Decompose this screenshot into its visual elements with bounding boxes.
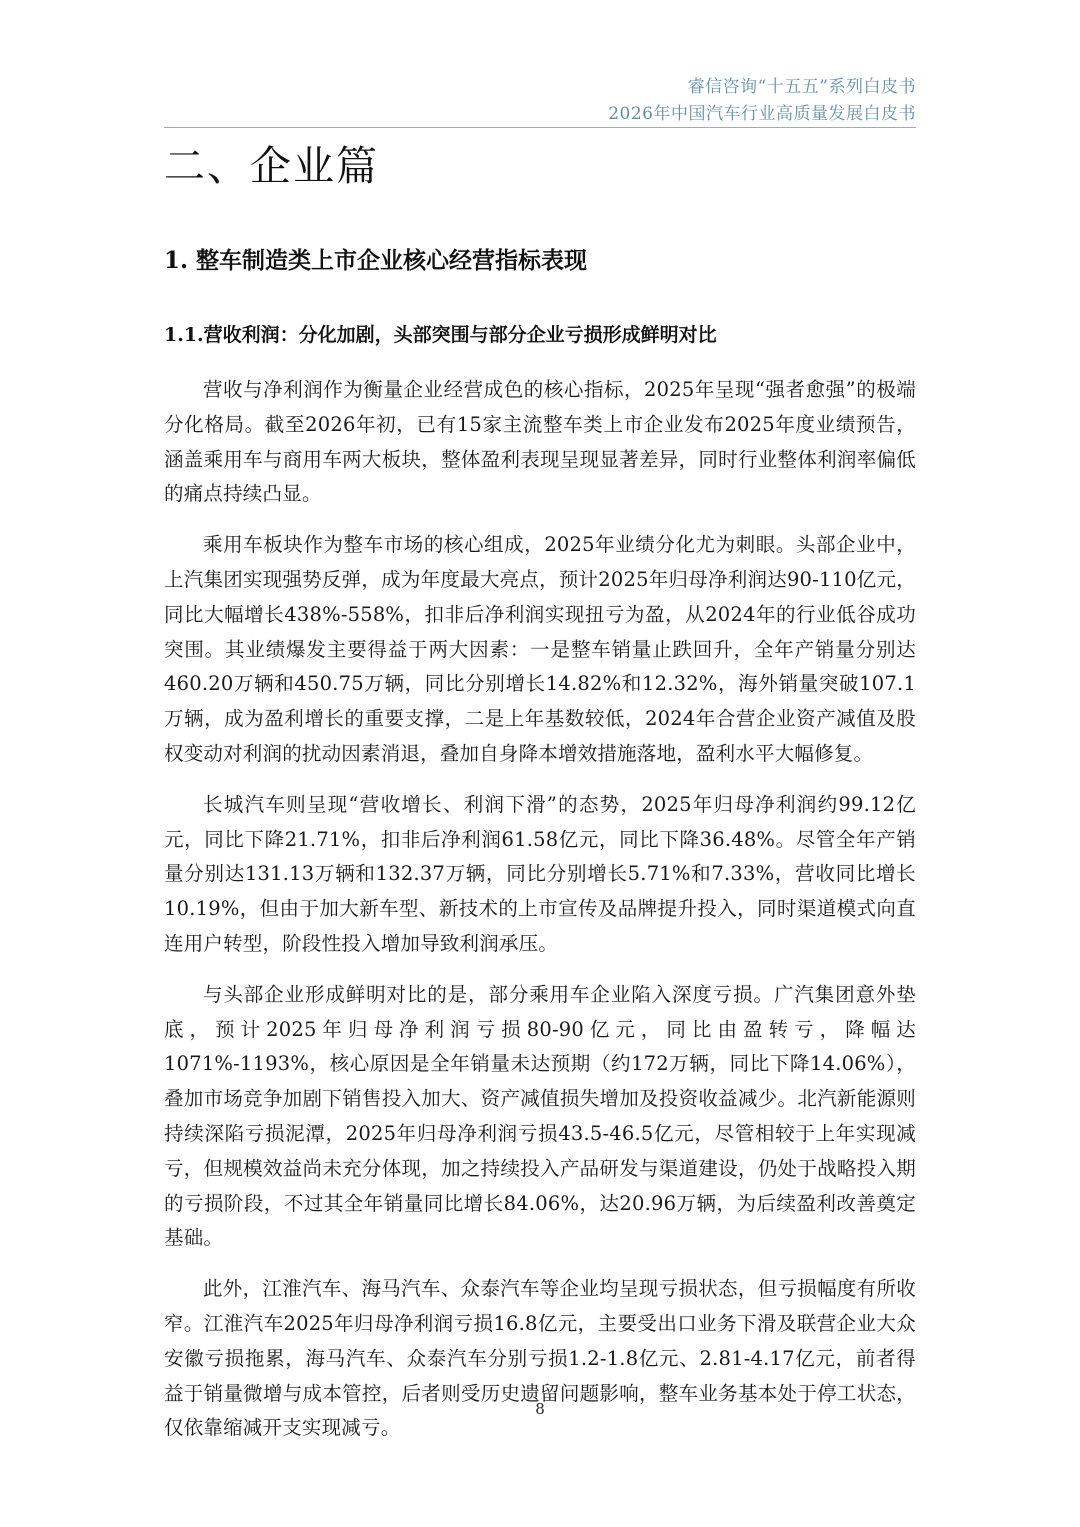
- running-header: [608, 74, 916, 128]
- paragraph-passenger-leaders: 乘用车板块作为整车市场的核心组成，2025年业绩分化尤为刺眼。头部企业中，上汽集团实现强势反弹，成为年度最大亮点，预计2025年归母净利润达90-110亿元，同比大幅增长438%-558%，扣非后净利润实现扭亏为盈，从2024年的行业低谷成功突围。其业绩爆发主要得益于两大因素：一是整车销量止跌回升，全年产销量分别达460.20万辆和450.75万辆，同比分别增长14.82%和12.32%，海外销量突破107.1万辆，成为盈利增长的重要支撑，二是上年基数较低，2024年合营企业资产减值及股权变动对利润的扰动因素消退，叠加自身降本增效措施落地，盈利水平大幅修复。: [164, 533, 916, 765]
- chapter-title: 二、企业篇: [164, 142, 379, 190]
- page-number: 8: [535, 1400, 545, 1418]
- paragraph-great-wall: 长城汽车则呈现“营收增长、利润下滑”的态势，2025年归母净利润约99.12亿元，同比下降21.71%，扣非后净利润61.58亿元，同比下降36.48%。尽管全年产销量分别达131.13万辆和132.37万辆，同比分别增长5.71%和7.33%，营收同比增长10.19%，但由于加大新车型、新技术的上市宣传及品牌提升投入，同时渠道模式向直连用户转型，阶段性投入增加导致利润承压。: [164, 792, 916, 955]
- subsection-title: 1.1.营收利润：分化加剧，头部突围与部分企业亏损形成鲜明对比: [164, 324, 717, 346]
- paragraph-intro: 营收与净利润作为衡量企业经营成色的核心指标，2025年呈现“强者愈强”的极端分化格局。截至2026年初，已有15家主流整车类上市企业发布2025年度业绩预告，涵盖乘用车与商用车两大板块，整体盈利表现呈现显著差异，同时行业整体利润率偏低的痛点持续凸显。: [164, 378, 916, 506]
- section-title: 1. 整车制造类上市企业核心经营指标表现: [164, 247, 588, 274]
- header-divider: [164, 127, 916, 128]
- paragraph-loss-makers: 与头部企业形成鲜明对比的是，部分乘用车企业陷入深度亏损。广汽集团意外垫底，预计2025年归母净利润亏损80-90亿元，同比由盈转亏，降幅达1071%-1193%，核心原因是全年销量未达预期（约172万辆，同比下降14.06%），叠加市场竞争加剧下销售投入加大、资产减值损失增加及投资收益减少。北汽新能源则持续深陷亏损泥潭，2025年归母净利润亏损43.5-46.5亿元，尽管相较于上年实现减亏，但规模效益尚未充分体现，加之持续投入产品研发与渠道建设，仍处于战略投入期的亏损阶段，不过其全年销量同比增长84.06%，达20.96万辆，为后续盈利改善奠定基础。: [164, 982, 916, 1250]
- header-series-title: 睿信咨询“十五五”系列白皮书: [687, 77, 916, 97]
- body-text: [164, 373, 916, 1462]
- paragraph-others: 此外，江淮汽车、海马汽车、众泰汽车等企业均呈现亏损状态，但亏损幅度有所收窄。江淮汽车2025年归母净利润亏损16.8亿元，主要受出口业务下滑及联营企业大众安徽亏损拖累，海马汽车、众泰汽车分别亏损1.2-1.8亿元、2.81-4.17亿元，前者得益于销量微增与成本管控，后者则受历史遗留问题影响，整车业务基本处于停工状态，仅依靠缩减开支实现减亏。: [164, 1277, 916, 1440]
- header-report-title: 2026年中国汽车行业高质量发展白皮书: [608, 104, 916, 124]
